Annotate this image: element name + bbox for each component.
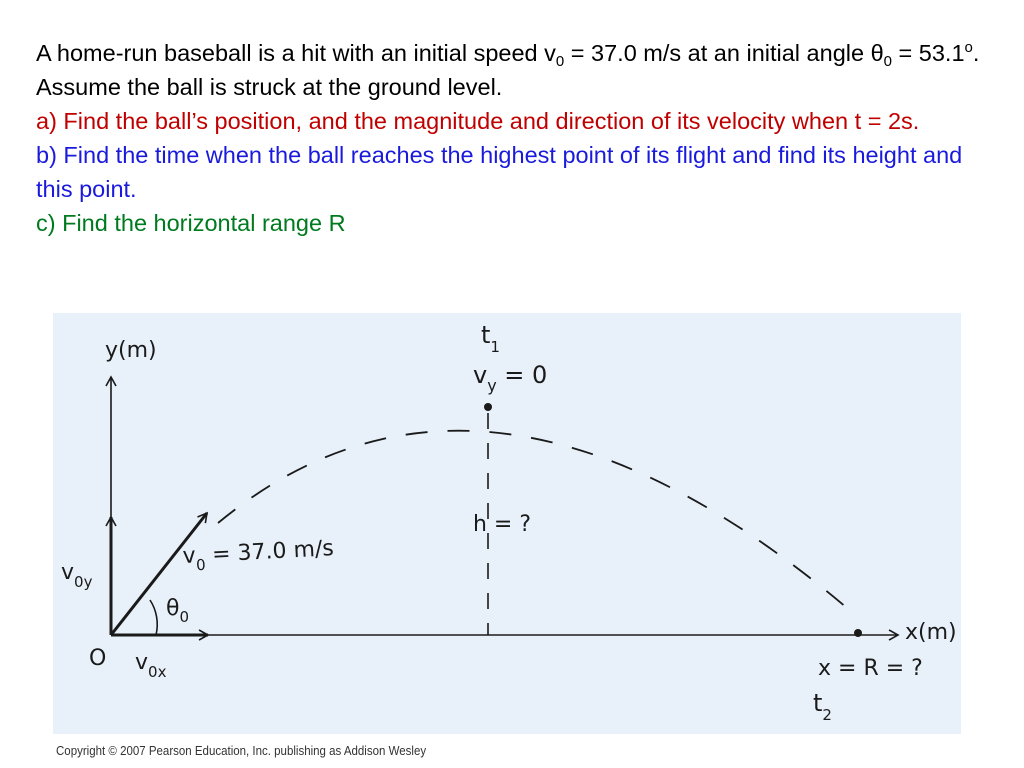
intro-text: = 37.0 m/s at an initial angle θ — [564, 40, 884, 66]
v0-label: $v_0 = 37.0$ m/s — [182, 536, 335, 575]
v0-vector — [111, 513, 207, 635]
copyright-notice: Copyright © 2007 Pearson Education, Inc. publishing as Addison Wesley — [56, 744, 427, 758]
degree-superscript: o — [964, 39, 973, 56]
origin-label: O — [89, 646, 107, 671]
question-part-a: a) Find the ball’s position, and the magnitude and direction of its velocity when t = 2s. — [36, 108, 920, 134]
problem-statement — [36, 36, 996, 240]
landing-point — [854, 629, 862, 637]
projectile-diagram — [53, 313, 961, 734]
apex-point — [484, 403, 492, 411]
intro-text: . Assume the ball is struck at the ground level. — [36, 40, 980, 100]
angle-arc — [150, 600, 157, 635]
range-label: x = R = ? — [818, 656, 923, 681]
trajectory-path — [218, 431, 853, 613]
t1-label: $t_1$ — [481, 321, 500, 356]
v0x-label: $v_{0x}$ — [135, 650, 167, 681]
question-part-b: b) Find the time when the ball reaches the highest point of its flight and find its height and this point. — [36, 142, 963, 202]
y-axis-label: y(m) — [105, 338, 157, 363]
v0y-label: $v_{0y}$ — [61, 560, 93, 591]
diagram-svg — [53, 313, 961, 734]
intro-text: A home-run baseball is a hit with an initial speed v — [36, 40, 556, 66]
vy-zero-label: $v_y = 0$ — [473, 361, 548, 395]
intro-text: = 53.1 — [892, 40, 965, 66]
theta0-label: $\theta_0$ — [166, 596, 190, 626]
problem-intro — [36, 36, 996, 104]
x-axis-label: x(m) — [905, 620, 957, 645]
intro-subscript: 0 — [883, 53, 893, 70]
question-part-c: c) Find the horizontal range R — [36, 210, 346, 236]
t2-label: $t_2$ — [813, 689, 832, 724]
intro-subscript: 0 — [555, 53, 565, 70]
height-label: h = ? — [473, 512, 532, 537]
